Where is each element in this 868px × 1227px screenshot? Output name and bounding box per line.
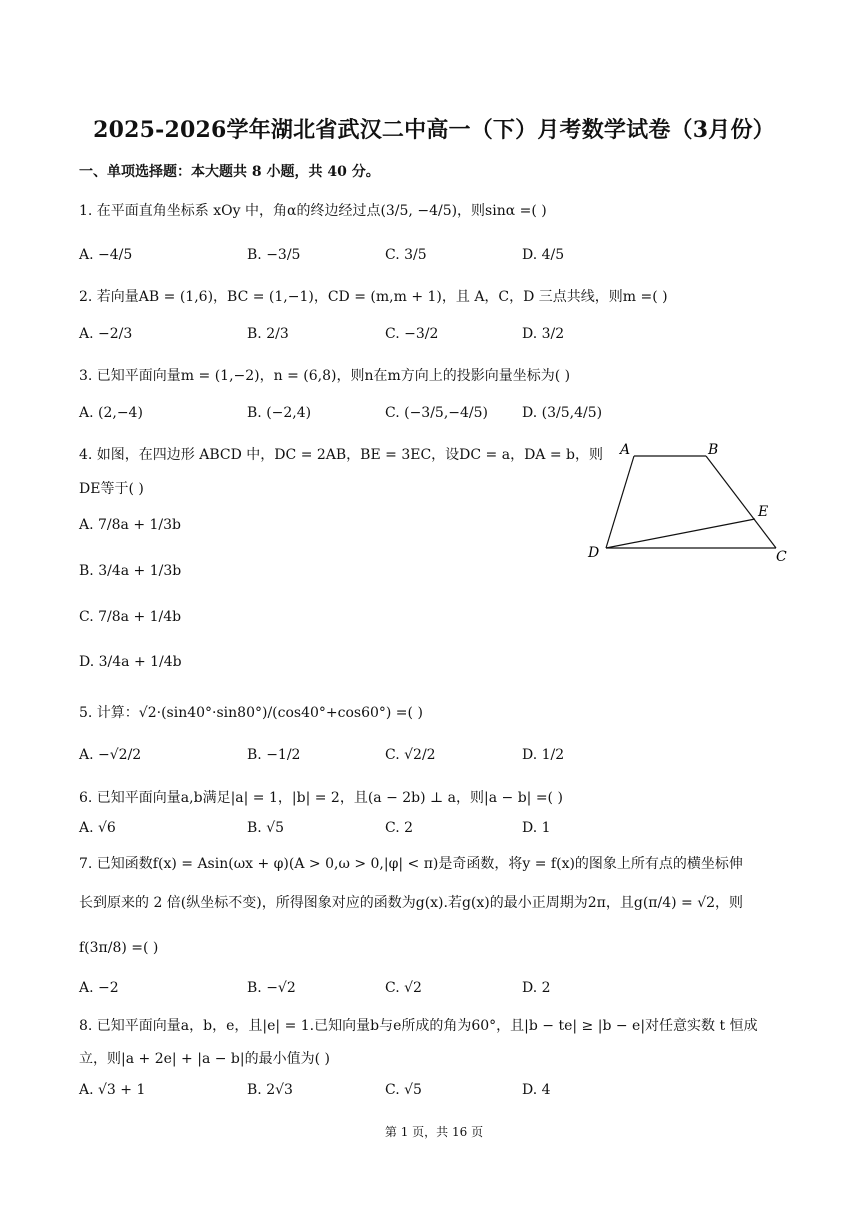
question-7-stem-cont: 长到原来的 2 倍(纵坐标不变)，所得图象对应的函数为g(x).若g(x)的最小正周期为2π，且g(π/4) = √2，则 — [79, 895, 744, 911]
question-8-option-d: D. 4 — [522, 1082, 551, 1098]
question-3-option-d: D. (3/5,4/5) — [522, 405, 603, 421]
section-heading: 一、单项选择题：本大题共 8 小题，共 40 分。 — [79, 164, 380, 180]
question-8-option-b: B. 2√3 — [247, 1082, 293, 1098]
question-4-option-a: A. 7/8a + 1/3b — [79, 517, 182, 533]
question-8-stem-cont: 立，则|a + 2e| + |a − b|的最小值为( ) — [79, 1051, 330, 1067]
question-5-option-d: D. 1/2 — [522, 747, 565, 763]
question-6-option-c: C. 2 — [385, 820, 414, 836]
quadrilateral-abcd-figure — [580, 436, 800, 568]
question-2-option-a: A. −2/3 — [79, 326, 133, 342]
question-7-option-a: A. −2 — [79, 980, 119, 996]
segment-da — [606, 456, 634, 548]
question-1-option-c: C. 3/5 — [385, 247, 427, 263]
question-7-option-c: C. √2 — [385, 980, 422, 996]
question-1-option-d: D. 4/5 — [522, 247, 565, 263]
question-6-option-a: A. √6 — [79, 820, 116, 836]
question-4-option-c: C. 7/8a + 1/4b — [79, 609, 182, 625]
segment-bc — [706, 456, 776, 548]
question-8-option-a: A. √3 + 1 — [79, 1082, 146, 1098]
question-2-stem: 2. 若向量AB = (1,6)，BC = (1,−1)，CD = (m,m + 1)，且 A，C，D 三点共线，则m =( ) — [79, 289, 668, 305]
point-label-c: C — [776, 549, 787, 565]
question-4-option-d: D. 3/4a + 1/4b — [79, 654, 182, 670]
question-5-option-a: A. −√2/2 — [79, 747, 142, 763]
question-6-option-d: D. 1 — [522, 820, 551, 836]
question-5-stem: 5. 计算：√2·(sin40°·sin80°)/(cos40°+cos60°) =( ) — [79, 705, 423, 721]
question-7-option-d: D. 2 — [522, 980, 551, 996]
question-7-stem-cont-2: f(3π/8) =( ) — [79, 940, 159, 956]
question-3-option-b: B. (−2,4) — [247, 405, 312, 421]
page-title: 2025-2026学年湖北省武汉二中高一（下）月考数学试卷（3月份） — [93, 117, 775, 143]
question-1-stem: 1. 在平面直角坐标系 xOy 中，角α的终边经过点(3/5, −4/5)，则sinα =( ) — [79, 203, 547, 219]
question-3-option-a: A. (2,−4) — [79, 405, 143, 421]
question-7-option-b: B. −√2 — [247, 980, 296, 996]
question-3-option-c: C. (−3/5,−4/5) — [385, 405, 489, 421]
segment-de — [606, 519, 755, 548]
page-footer: 第 1 页，共 16 页 — [384, 1125, 484, 1139]
question-2-option-d: D. 3/2 — [522, 326, 565, 342]
question-5-option-b: B. −1/2 — [247, 747, 301, 763]
question-2-option-c: C. −3/2 — [385, 326, 439, 342]
question-8-stem: 8. 已知平面向量a，b，e，且|e| = 1.已知向量b与e所成的角为60°，且|b − te| ≥ |b − e|对任意实数 t 恒成 — [79, 1018, 758, 1034]
point-label-b: B — [708, 442, 719, 458]
question-8-option-c: C. √5 — [385, 1082, 422, 1098]
question-5-option-c: C. √2/2 — [385, 747, 436, 763]
question-2-option-b: B. 2/3 — [247, 326, 289, 342]
question-7-stem: 7. 已知函数f(x) = Asin(ωx + φ)(A > 0,ω > 0,|φ| < π)是奇函数，将y = f(x)的图象上所有点的横坐标伸 — [79, 856, 743, 872]
question-4-stem-cont: DE等于( ) — [79, 481, 144, 497]
question-4-stem: 4. 如图，在四边形 ABCD 中，DC = 2AB，BE = 3EC，设DC = a，DA = b，则 — [79, 447, 603, 463]
question-1-option-b: B. −3/5 — [247, 247, 301, 263]
question-3-stem: 3. 已知平面向量m = (1,−2)，n = (6,8)，则n在m方向上的投影向量坐标为( ) — [79, 368, 571, 384]
question-1-option-a: A. −4/5 — [79, 247, 133, 263]
question-6-option-b: B. √5 — [247, 820, 285, 836]
question-6-stem: 6. 已知平面向量a,b满足|a| = 1，|b| = 2，且(a − 2b) ⊥ a，则|a − b| =( ) — [79, 790, 563, 806]
point-label-e: E — [758, 504, 769, 520]
question-4-option-b: B. 3/4a + 1/3b — [79, 563, 182, 579]
point-label-a: A — [620, 442, 631, 458]
point-label-d: D — [588, 545, 600, 561]
